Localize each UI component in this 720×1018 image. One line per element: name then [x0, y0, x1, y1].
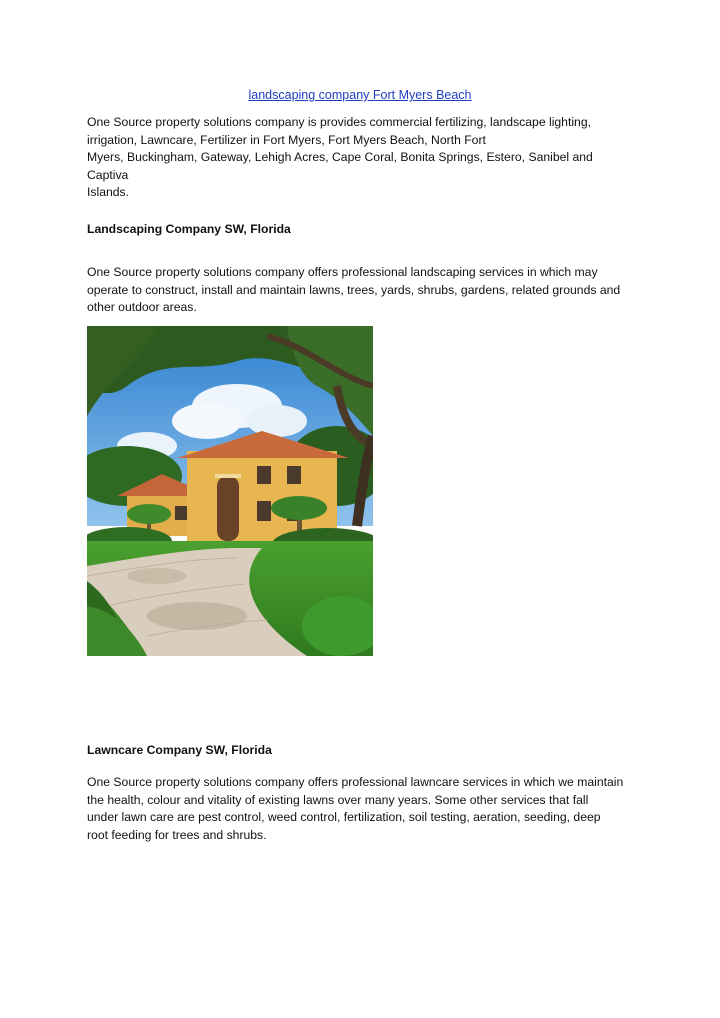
lawncare-line-1: One Source property solutions company offers professional lawncare services in which we maintain	[87, 775, 624, 789]
lawncare-line-4: root feeding for trees and shrubs.	[87, 827, 267, 842]
house-landscape-photo	[87, 326, 373, 656]
lawncare-line-2: the health, colour and vitality of existing lawns over many years. Some other services that fall	[87, 792, 589, 807]
intro-line-2: irrigation, Lawncare, Fertilizer in Fort Myers, Fort Myers Beach, North Fort	[87, 132, 486, 147]
intro-line-4: Islands.	[87, 185, 130, 200]
lawncare-paragraph	[87, 774, 632, 844]
intro-line-1: One Source property solutions company is provides commercial fertilizing, landscape lighting,	[87, 115, 591, 129]
landscaping-heading: Landscaping Company SW, Florida	[87, 222, 291, 236]
intro-line-3: Myers, Buckingham, Gateway, Lehigh Acres, Cape Coral, Bonita Springs, Estero, Sanibel and Captiva	[87, 150, 593, 182]
landscaping-line-1: One Source property solutions company offers professional landscaping services in which may	[87, 265, 598, 279]
landscaping-line-2: operate to construct, install and maintain lawns, trees, yards, shrubs, gardens, related grounds and	[87, 282, 621, 297]
landscaping-line-3: other outdoor areas.	[87, 300, 197, 315]
intro-paragraph	[87, 114, 632, 202]
landscaping-paragraph	[87, 264, 632, 317]
lawncare-heading: Lawncare Company SW, Florida	[87, 743, 272, 757]
landscaping-company-link[interactable]: landscaping company Fort Myers Beach	[248, 88, 472, 102]
lawncare-line-3: under lawn care are pest control, weed control, fertilization, soil testing, aeration, seeding, deep	[87, 810, 601, 825]
